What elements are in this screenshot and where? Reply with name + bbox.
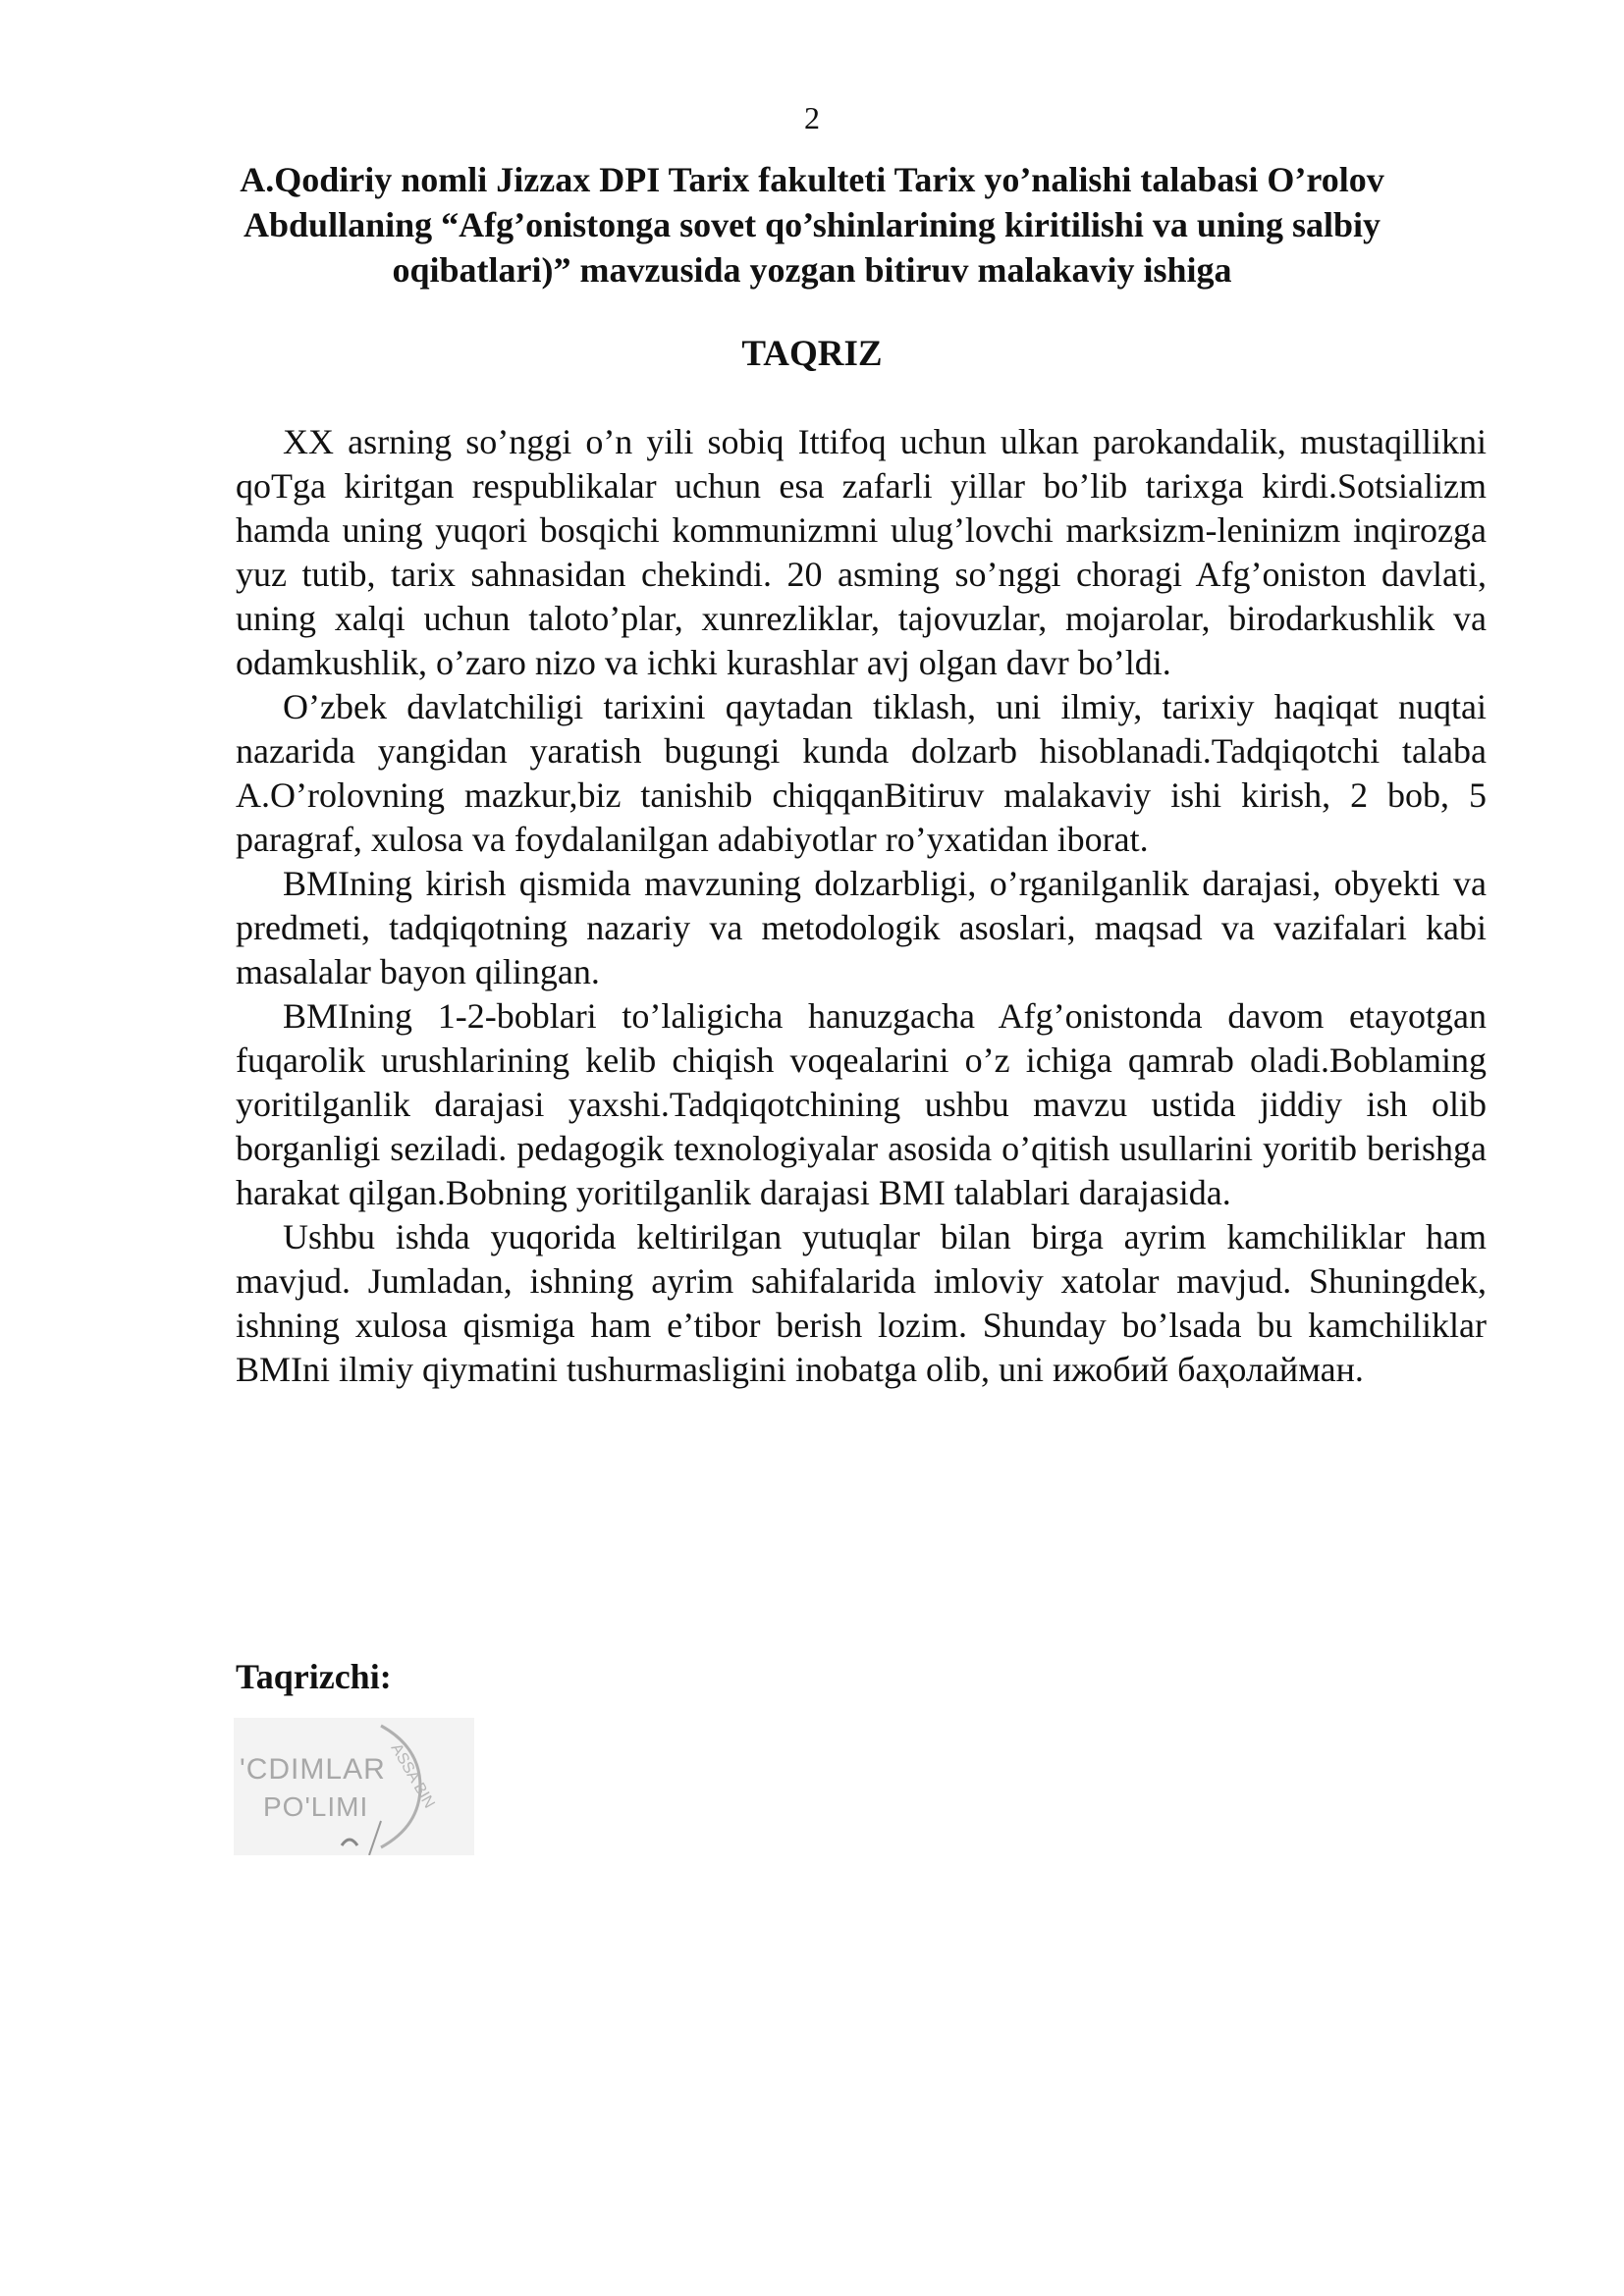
heading-line: A.Qodiriy nomli Jizzax DPI Tarix fakulteti Tarix yo’nalishi talabasi O’rolov bbox=[240, 160, 1384, 199]
paragraph: O’zbek davlatchiligi tarixini qaytadan tiklash, uni ilmiy, tarixiy haqiqat nuqtai nazarida yangidan yaratish bugungi kunda dolzarb hisoblanadi.Tadqiqotchi talaba A.O’rolovning mazkur,biz tanishib chiqqanBitiruv malakaviy ishi kirish, 2 bob, 5 paragraf, xulosa va foydalanilgan adabiyotlar ro’yxatidan iborat. bbox=[236, 687, 1487, 859]
document-heading bbox=[206, 157, 1418, 293]
paragraph: BMIning 1-2-boblari to’laligicha hanuzgacha Afg’onistonda davom etayotgan fuqarolik urushlarining kelib chiqish voqealarini o’z ichiga qamrab oladi.Boblaming yoritilganlik darajasi yaxshi.Tadqiqotchining ushbu mavzu ustida jiddiy ish olib borganligi seziladi. pedagogik texnologiyalar asosida o’qitish usullarini yoritib berishga harakat qilgan.Bobning yoritilganlik darajasi BMI talablari darajasida. bbox=[236, 996, 1487, 1212]
paragraph: Ushbu ishda yuqorida keltirilgan yutuqlar bilan birga ayrim kamchiliklar ham mavjud. Jumladan, ishning ayrim sahifalarida imloviy xatolar mavjud. Shuningdek, ishning xulosa qismiga ham e’tibor berish lozim. Shunday bo’lsada bu kamchiliklar BMIni ilmiy qiymatini tushurmasligini inobatga olib, uni ижобий баҳолайман. bbox=[236, 1217, 1487, 1389]
heading-line: oqibatlari)” mavzusida yozgan bitiruv malakaviy ishiga bbox=[392, 250, 1232, 290]
stamp-background bbox=[234, 1718, 474, 1855]
document-title: TAQRIZ bbox=[741, 334, 883, 374]
heading-line: Abdullaning “Afg’onistonga sovet qo’shinlarining kiritilishi va uning salbiy bbox=[244, 205, 1380, 244]
page-number: 2 bbox=[804, 100, 820, 135]
stamp-text-line1: 'CDIMLAR bbox=[240, 1753, 386, 1786]
paragraph: BMIning kirish qismida mavzuning dolzarbligi, o’rganilganlik darajasi, obyekti va predmeti, tadqiqotning nazariy va metodologik asoslari, maqsad va vazifalari kabi masalalar bayon qilingan. bbox=[236, 864, 1487, 991]
stamp-text-line2: PO'LIMI bbox=[263, 1791, 369, 1822]
reviewer-signature-label: Taqrizchi: bbox=[236, 1657, 392, 1696]
stamp-arc-text: ASSA BIN bbox=[387, 1740, 438, 1812]
paragraph: XX asrning so’nggi o’n yili sobiq Ittifoq uchun ulkan parokandalik, mustaqillikni qoTga kiritgan respublikalar uchun esa zafarli yillar bo’lib tarixga kirdi.Sotsializm hamda uning yuqori bosqichi kommunizmni ulug’lovchi marksizm-leninizm inqirozga yuz tutib, tarix sahnasidan chekindi. 20 asming so’nggi choragi Afg’oniston davlati, uning xalqi uchun taloto’plar, xunrezliklar, tajovuzlar, mojarolar, birodarkushlik va odamkushlik, o’zaro nizo va ichki kurashlar avj olgan davr bo’ldi. bbox=[236, 422, 1487, 682]
review-body bbox=[236, 420, 1487, 1392]
stamp-image bbox=[234, 1718, 474, 1855]
